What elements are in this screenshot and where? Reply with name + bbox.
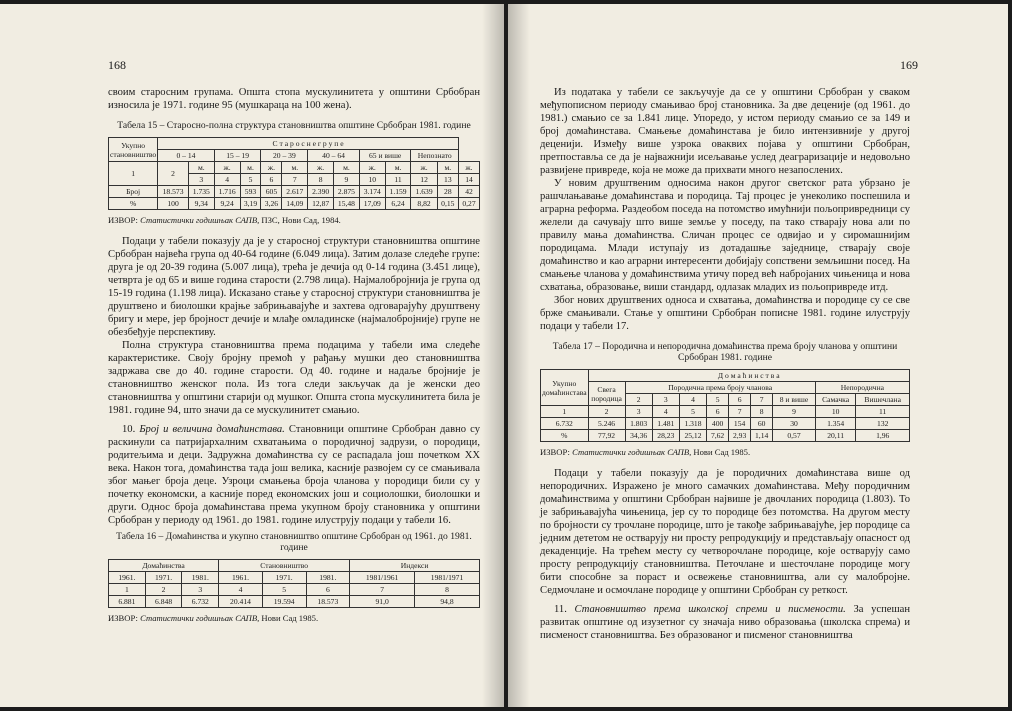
table-header: Свега породица	[588, 382, 625, 406]
table-header: Непородична	[815, 382, 909, 394]
table-cell: 9,24	[214, 198, 240, 210]
table-source	[540, 446, 910, 459]
source-title: Статистички годишњак САПВ,	[572, 447, 692, 457]
table-header: 3	[652, 394, 679, 406]
table-header: Самачка	[815, 394, 856, 406]
table-row	[541, 430, 910, 442]
paragraph: Због нових друштвених односа и схватања, домаћинства и породице су се све брже смањивали. Стање у општини Србобран пописне 1981. године илуструју подаци у табели 17.	[540, 295, 910, 332]
table-header: ж.	[458, 162, 479, 174]
table-header: Укупно становништво	[109, 138, 158, 162]
table-header: 0 – 14	[158, 150, 215, 162]
table-caption: Табела 15 – Старосно-полна структура становништва општине Србобран 1981. године	[117, 120, 471, 131]
table-header: 20 – 39	[261, 150, 308, 162]
table-header: 1971.	[262, 572, 306, 584]
table-header: 8	[308, 174, 334, 186]
table-header: 11	[856, 406, 910, 418]
table-header: Индекси	[350, 560, 480, 572]
paragraph: Подаци у табели показују да је у старосној структури становништва општине Србобран највећа група од 40-64 године (6.049 лица). Затим долазе следеће групе: друга је од 20-39 година (5.007 лица), трећа је дечија од 0-14 година (3.451 лице), четврта је од 65 и више година старости (2.798 лица). Најмалобројнија је група од 15-19 година (1.198 лица). Исказано стање у старосној структури становништва је друштвено и биолошки крајње забрињавајуће и захтева одговарајућу друштвену бригу и мере, јер бројност дечије и млађе омладинске (најмалобројније) групе не обезбеђује перспективу.	[108, 236, 480, 338]
table-header: 6	[729, 394, 751, 406]
table-header: 8	[415, 584, 480, 596]
table-cell: 2.390	[308, 186, 334, 198]
age-sex-structure-table	[108, 137, 480, 210]
table-cell: 3.174	[359, 186, 385, 198]
section-text: Становници општине Србобран давно су раскинули са патријархалним схватањима о породичној задрузи, о породици, родитељима и деци. Задружна домаћинства су се распадала још почетком XX века. Након тога, домаћинства тада још велика, касније развојем су се смањивала због мањег броја деце. Узроци смањења броја чланова у породици били су у почетку економски, а касније поред економских још и социолошки, биолошки и други. Однос броја домаћинстава према укупном броју становника у општини Србобран у периоду од 1961. до 1981. године илуструју подаци у табели 16.	[108, 424, 480, 526]
table-cell: 6,24	[385, 198, 411, 210]
table-header: 3	[625, 406, 652, 418]
table-header: 2	[625, 394, 652, 406]
table-cell: 3,19	[240, 198, 261, 210]
table-cell: 0,15	[437, 198, 458, 210]
table-header: С т а р о с н е г р у п е	[158, 138, 459, 150]
table-cell: 2.875	[334, 186, 360, 198]
table-cell: 1.159	[385, 186, 411, 198]
table-header: 1	[541, 406, 589, 418]
table-cell: 6.848	[145, 596, 182, 608]
table-cell: 3,26	[261, 198, 282, 210]
section-title: Број и величина домаћинстава.	[139, 424, 285, 435]
table-cell: 7,62	[707, 430, 729, 442]
table-cell: 77,92	[588, 430, 625, 442]
table-source	[108, 612, 480, 625]
table-header: 5	[262, 584, 306, 596]
source-label: ИЗВОР:	[540, 447, 570, 457]
table-cell: 100	[158, 198, 189, 210]
table-header: 7	[350, 584, 415, 596]
table-header: 12	[411, 174, 437, 186]
section-title: Становништво према школској спреми и писмености.	[574, 604, 846, 615]
source-label: ИЗВОР:	[108, 613, 138, 623]
table-cell: 20.414	[219, 596, 263, 608]
table-header: 3	[188, 174, 214, 186]
table-cell: 2,93	[729, 430, 751, 442]
section-paragraph	[108, 423, 480, 527]
table-cell: 1.716	[214, 186, 240, 198]
table-header: Вишечлана	[856, 394, 910, 406]
table-header: 6	[261, 174, 282, 186]
paragraph: Из података у табели се закључује да се у општини Србобран у сваком међупописном периоду смањивао број становника. За две деценије (од 1961. до 1981.) смањио се за 1.841 лице. Упоредо, у истом периоду смањио се за 149 и број домаћинстава. Смањење домаћинстава је било интензивније у другој деценији. Између више узрока оваквих појава у општини Србобран, претпоставља се да је најважнији исељавање услед деаграризације и недовољно развијене привреде, која не може да прихвати много незапослених.	[540, 87, 910, 176]
table-cell: 154	[729, 418, 751, 430]
table-cell: 20,11	[815, 430, 856, 442]
table-cell: 1.639	[411, 186, 437, 198]
table-header: м.	[385, 162, 411, 174]
table-header: 15 – 19	[214, 150, 261, 162]
page-number: 169	[900, 58, 918, 72]
source-detail: Нови Сад 1985.	[693, 447, 751, 457]
table-cell: 60	[751, 418, 773, 430]
table-header: 10	[815, 406, 856, 418]
table-cell: 1.354	[815, 418, 856, 430]
table-cell: 1,96	[856, 430, 910, 442]
table-header: Укупно домаћинстава	[541, 370, 589, 406]
left-page-content	[108, 86, 480, 633]
households-by-members-table	[540, 369, 910, 442]
table-cell: %	[541, 430, 589, 442]
table-source	[108, 214, 480, 227]
table-header: 9	[773, 406, 816, 418]
table-cell: 1.735	[188, 186, 214, 198]
table-header: 1971.	[145, 572, 182, 584]
section-paragraph	[540, 603, 910, 642]
table-cell: 9,34	[188, 198, 214, 210]
table-caption: Табела 16 – Домаћинства и укупно становништво општине Србобран од 1961. до 1981. године	[116, 531, 472, 553]
table-caption: Табела 17 – Породична и непородична домаћинства према броју чланова у општини Србобран 1981. године	[552, 341, 898, 363]
table-header: 14	[458, 174, 479, 186]
table-cell: 132	[856, 418, 910, 430]
table-cell: 14,09	[282, 198, 308, 210]
section-number: 11.	[554, 604, 567, 615]
table-header: 7	[729, 406, 751, 418]
right-page-content	[540, 86, 910, 642]
table-cell: Број	[109, 186, 158, 198]
paragraph: Подаци у табели показују да је породичних домаћинстава више од непородичних. Изражено је много самачких домаћинстава. Међу породичним домаћинствима у општини Србобран највише је двочланих породица (1.803). То је забрињавајућа чињеница, јер су то породице без потомства. На другом месту по бројности су трочлане породице, што је такође забрињавајуће, јер породице са једним дететом не остварују ни просту репродукцију и представљају опасност од декаденције. На трећем месту су четворочлане породице, које остварују само просту репродукцију становништва. Петочлане и шесточлане породице могу бити способне за пораст и освежење становништва, али су малобројне. Седмочлане и осмочлане породице у општини Србобран су реткост.	[540, 468, 910, 596]
table-header: ж.	[411, 162, 437, 174]
table-header: 9	[334, 174, 360, 186]
table-header: м.	[240, 162, 261, 174]
table-header: ж.	[214, 162, 240, 174]
table-cell: 12,87	[308, 198, 334, 210]
table-header: Д о м а ћ и н с т в а	[588, 370, 909, 382]
table-header: 11	[385, 174, 411, 186]
table-row	[109, 186, 480, 198]
table-header: 1	[109, 584, 146, 596]
table-header: 40 – 64	[308, 150, 360, 162]
table-header: 6	[707, 406, 729, 418]
table-header: 1961.	[109, 572, 146, 584]
table-header: 5	[707, 394, 729, 406]
table-cell: %	[109, 198, 158, 210]
table-header: м.	[334, 162, 360, 174]
table-header: 4	[219, 584, 263, 596]
table-cell: 2.617	[282, 186, 308, 198]
table-cell: 1.318	[679, 418, 706, 430]
paragraph: У новим друштвеним односима након другог светског рата убрзано је рашчлањавање домаћинстава и породица. Тај процес је унеколико поспешила и аграрна реформа. Раздеобом поседа на потомство имућнији пољопривредници су желели да сачувају што више земље у поседу, па тако стварају нова али по правилу мања домаћинства. Сличан процес се одвијао и у сиромашнијим породицама. Млади иступају из дотадашње заједнице, стварају своје домаћинство и као аграрни интересенти добијају сопствени земљишни посед. На смањење чланова у домаћинствима утичу поред већ набројаних чињеница и нова схватања, образовање, виши стандард, одлазак младих из пољопривреде итд.	[540, 178, 910, 293]
table-cell: 605	[261, 186, 282, 198]
table-cell: 30	[773, 418, 816, 430]
table-header: 7	[751, 394, 773, 406]
table-header: 1961.	[219, 572, 263, 584]
source-label: ИЗВОР:	[108, 215, 138, 225]
paragraph: Полна структура становништва према подацима у табели има следеће карактеристике. Своју бројну премоћ у рађању мушки део становништва задржава све до 40. године старости. Од 40. године и надаље бројније је становништво женског пола. Из тога следи закључак да је женски део становништва у општини старији од мушког. Општа стопа мускулинитета била је 1981. године 94, што значи да се мускулинитет смањио.	[108, 340, 480, 416]
table-header: 4	[652, 406, 679, 418]
households-population-table	[108, 559, 480, 608]
table-cell: 0,57	[773, 430, 816, 442]
table-header: м.	[437, 162, 458, 174]
table-cell: 1,14	[751, 430, 773, 442]
table-row	[109, 596, 480, 608]
table-header: 1981.	[306, 572, 350, 584]
table-row	[541, 418, 910, 430]
table-cell: 94,8	[415, 596, 480, 608]
table-cell: 28,23	[652, 430, 679, 442]
source-title: Статистички годишњак САПВ,	[140, 215, 260, 225]
table-cell: 91,0	[350, 596, 415, 608]
section-number: 10.	[122, 424, 136, 435]
table-header: 1	[109, 162, 158, 186]
table-header: 65 и више	[359, 150, 411, 162]
table-cell: 0,27	[458, 198, 479, 210]
table-header: м.	[188, 162, 214, 174]
table-cell: 18.573	[306, 596, 350, 608]
table-cell: 5.246	[588, 418, 625, 430]
table-header: 2	[158, 162, 189, 186]
table-header: 8 и више	[773, 394, 816, 406]
table-cell: 8,82	[411, 198, 437, 210]
table-header: ж.	[308, 162, 334, 174]
table-header: Непознато	[411, 150, 459, 162]
table-cell: 1.481	[652, 418, 679, 430]
table-cell: 6.732	[182, 596, 219, 608]
right-page	[508, 4, 1008, 707]
table-cell: 34,36	[625, 430, 652, 442]
table-header: 5	[679, 406, 706, 418]
table-header: м.	[282, 162, 308, 174]
table-header: 4	[214, 174, 240, 186]
table-cell: 593	[240, 186, 261, 198]
table-header: Домаћинства	[109, 560, 219, 572]
table-header: 13	[437, 174, 458, 186]
table-cell: 42	[458, 186, 479, 198]
table-cell: 1.803	[625, 418, 652, 430]
table-header: 2	[588, 406, 625, 418]
left-page	[0, 4, 504, 707]
table-header: 1981.	[182, 572, 219, 584]
source-title: Статистички годишњак САПВ,	[140, 613, 260, 623]
table-cell: 15,48	[334, 198, 360, 210]
table-header: 3	[182, 584, 219, 596]
paragraph: своим старосним групама. Општа стопа мускулинитета у општини Србобран износила је 1971. године 95 (мушкараца на 100 жена).	[108, 87, 480, 111]
table-header: 5	[240, 174, 261, 186]
source-detail: ПЗС, Нови Сад, 1984.	[261, 215, 341, 225]
section-text: За успешан развитак општине од изузетног су значаја ниво образовања (школска спрема) и писменост становништва. Без образованог и писменог становништва	[540, 604, 910, 641]
table-cell: 19.594	[262, 596, 306, 608]
table-header: ж.	[359, 162, 385, 174]
table-cell: 25,12	[679, 430, 706, 442]
table-cell: 17,09	[359, 198, 385, 210]
table-header: Породична према броју чланова	[625, 382, 815, 394]
table-header: 1981/1971	[415, 572, 480, 584]
table-cell: 18.573	[158, 186, 189, 198]
table-header: 2	[145, 584, 182, 596]
table-cell: 28	[437, 186, 458, 198]
source-detail: Нови Сад 1985.	[261, 613, 319, 623]
table-cell: 6.732	[541, 418, 589, 430]
table-header: Становништво	[219, 560, 350, 572]
page-number: 168	[108, 58, 126, 72]
table-cell: 400	[707, 418, 729, 430]
table-header: 8	[751, 406, 773, 418]
table-header: 4	[679, 394, 706, 406]
table-row	[109, 198, 480, 210]
table-header: 6	[306, 584, 350, 596]
table-header: 10	[359, 174, 385, 186]
table-header: ж.	[261, 162, 282, 174]
table-header: 1981/1961	[350, 572, 415, 584]
table-cell: 6.881	[109, 596, 146, 608]
table-header: 7	[282, 174, 308, 186]
